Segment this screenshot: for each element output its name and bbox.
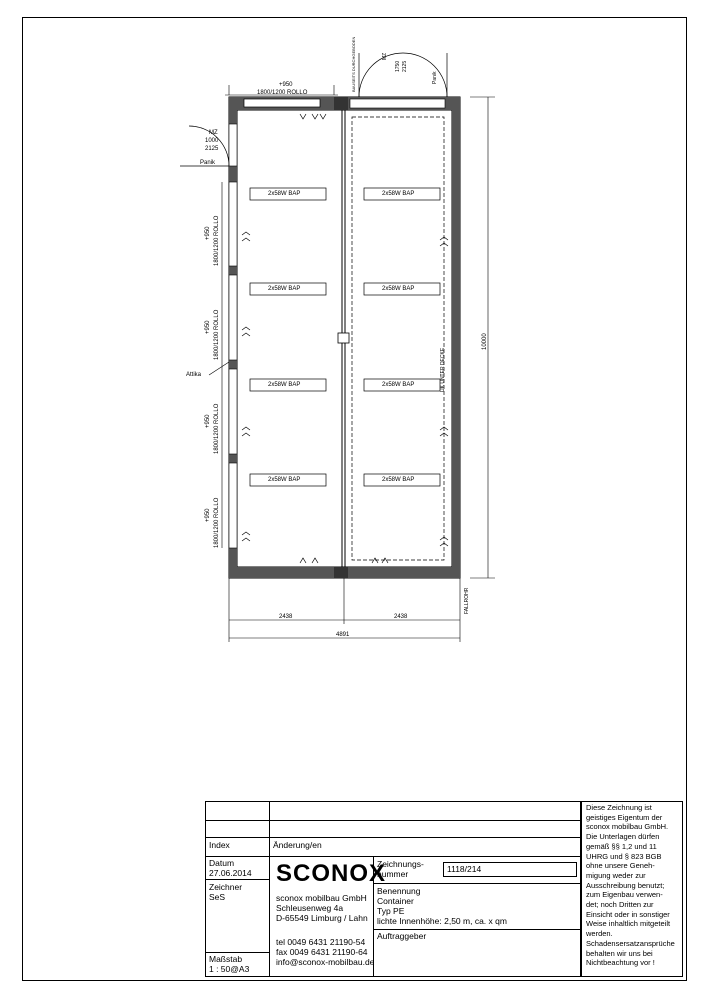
- ceiling-label: UK UNTER DECKE: [440, 347, 446, 392]
- top-column: [334, 97, 348, 110]
- light-label-5: 2x58W BAP: [268, 382, 301, 388]
- light-label-3: 2x58W BAP: [268, 286, 301, 292]
- side-window-4-size: 1800/1200 ROLLO: [214, 497, 220, 548]
- light-label-2: 2x58W BAP: [382, 191, 415, 197]
- right-door-mz: MZ: [382, 52, 388, 60]
- bottom-column: [334, 567, 348, 578]
- drain-label: FALLROHR: [464, 587, 470, 614]
- light-label-4: 2x58W BAP: [382, 286, 415, 292]
- drawer-value: SeS: [209, 892, 226, 902]
- scale-value: 1 : 50@A3: [209, 964, 250, 974]
- dim-left: 2438: [279, 614, 293, 620]
- right-door-height: 2125: [402, 60, 408, 72]
- date-label: Datum: [209, 858, 235, 868]
- drawing-number-value: 1118/214: [443, 862, 577, 877]
- designation-label: Benennung: [377, 886, 421, 896]
- side-window-1-dim: +950: [205, 226, 211, 240]
- left-door-mz: MZ: [209, 130, 218, 136]
- designation-value: Container Typ PE lichte Innenhöhe: 2,50 m, ca. x qm: [377, 896, 507, 926]
- copyright-notice: Diese Zeichnung ist geistiges Eigentum der sconox mobilbau GmbH. Die Unterlagen dürfen gemäß §§ 1,2 und 11 UHRG und § 823 BGB ohne unsere Geneh- migung weder zur Ausschreibung benutzt; zum Eigenbau verwen- det; noch Dritten zur Einsicht oder in sonstiger Weise inhaltlich mitgeteilt werden. Schadensersatzansprüche behalten wir uns bei Nichtbeachtung vor !: [586, 803, 675, 968]
- left-door-height: 2125: [205, 146, 219, 152]
- side-window-1-size: 1800/1200 ROLLO: [214, 215, 220, 266]
- sconox-logo: SCONOX: [276, 860, 387, 887]
- top-window: [244, 99, 320, 107]
- dim-length: 10000: [482, 333, 488, 350]
- company-contact: tel 0049 6431 21190-54 fax 0049 6431 21190-64 info@sconox-mobilbau.de: [276, 937, 375, 967]
- left-door-width: 1000: [205, 138, 219, 144]
- right-wall-fill: [452, 110, 460, 568]
- left-door-opening: [229, 124, 237, 166]
- side-window-1: [229, 182, 237, 266]
- side-window-2-dim: +950: [205, 320, 211, 334]
- index-label: Index: [209, 840, 230, 850]
- side-window-3-size: 1800/1200 ROLLO: [214, 403, 220, 454]
- changes-label: Änderung/en: [273, 840, 322, 850]
- top-door-opening: [350, 99, 445, 108]
- scale-label: Maßstab: [209, 954, 243, 964]
- side-window-2-size: 1800/1200 ROLLO: [214, 309, 220, 360]
- right-door-panic: Panik: [432, 71, 438, 84]
- side-window-3: [229, 369, 237, 454]
- attika-label: Attika: [186, 372, 202, 378]
- left-door-panic: Panik: [200, 160, 216, 166]
- light-label-6: 2x58W BAP: [382, 382, 415, 388]
- side-window-4-dim: +950: [205, 508, 211, 522]
- right-door-note: BAUSEITS DURCHGEBODEN: [351, 36, 356, 92]
- junction-box: [338, 333, 349, 343]
- right-door-width: 1750: [395, 60, 401, 72]
- drawer-label: Zeichner: [209, 882, 243, 892]
- side-window-3-dim: +950: [205, 414, 211, 428]
- dim-right: 2438: [394, 614, 408, 620]
- date-value: 27.06.2014: [209, 868, 252, 878]
- company-address: sconox mobilbau GmbH Schleusenweg 4a D-65549 Limburg / Lahn: [276, 893, 368, 923]
- top-window-dim: +950: [279, 82, 293, 88]
- top-door-swing-right: [403, 53, 447, 97]
- light-label-1: 2x58W BAP: [268, 191, 301, 197]
- drawing-number-label: Zeichnungs- nummer: [377, 859, 424, 879]
- top-window-size: 1800/1200 ROLLO: [257, 90, 308, 96]
- side-window-4: [229, 463, 237, 548]
- dim-total: 4891: [336, 632, 350, 638]
- ceiling-outline: [352, 117, 444, 560]
- light-label-8: 2x58W BAP: [382, 477, 415, 483]
- side-window-2: [229, 275, 237, 360]
- light-label-7: 2x58W BAP: [268, 477, 301, 483]
- client-label: Auftraggeber: [377, 931, 427, 941]
